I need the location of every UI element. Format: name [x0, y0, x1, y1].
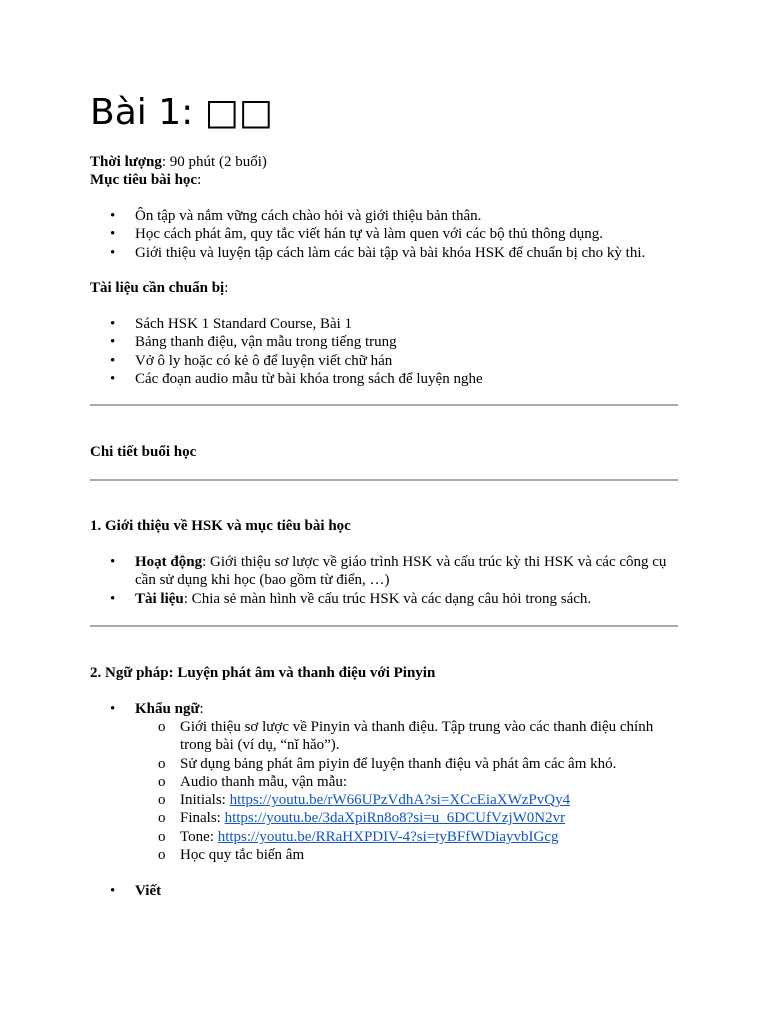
list-item-activity	[90, 553, 678, 590]
materials-list	[90, 315, 678, 388]
materials-colon: :	[224, 280, 229, 296]
finals-link[interactable]: https://youtu.be/3daXpiRn8o8?si=u_6DCUfVzjW0N2vr	[224, 810, 566, 827]
divider	[90, 404, 678, 406]
sublist-item: o Sử dụng bảng phát âm piyin để luyện thanh điệu và phát âm các âm khó.	[90, 755, 678, 773]
duration-line	[90, 153, 267, 171]
resource-label: Tài liệu	[135, 590, 184, 607]
list-item-writing	[90, 882, 678, 900]
tone-label: Tone:	[180, 828, 218, 845]
list-item: • Vở ô ly hoặc có kẻ ô để luyện viết chữ hán	[90, 352, 678, 370]
materials-line	[90, 279, 228, 297]
finals-label: Finals:	[180, 810, 225, 827]
duration-label: Thời lượng	[90, 154, 162, 170]
list-item: • Các đoạn audio mẫu từ bài khóa trong sách để luyện nghe	[90, 370, 678, 388]
divider	[90, 479, 678, 481]
initials-link[interactable]: https://youtu.be/rW66UPzVdhA?si=XCcEiaXWzPvQy4	[229, 792, 571, 809]
speaking-label: Khẩu ngữ	[135, 701, 200, 717]
sublist-item-tone	[90, 828, 678, 846]
writing-label: Viết	[135, 883, 162, 899]
session-heading-text: Chi tiết buổi học	[90, 444, 197, 460]
section2-heading	[90, 664, 435, 682]
goal-colon: :	[197, 172, 202, 188]
sublist-item: o Audio thanh mẫu, vận mẫu:	[90, 773, 678, 791]
sublist-item: o Học quy tắc biến âm	[90, 846, 678, 864]
section1-list	[90, 553, 678, 608]
section1-heading	[90, 517, 351, 535]
goal-label: Mục tiêu bài học	[90, 172, 198, 188]
page-title: Bài 1: □□	[90, 92, 273, 133]
list-item: • Sách HSK 1 Standard Course, Bài 1	[90, 315, 678, 333]
speaking-sublist	[90, 718, 678, 864]
list-item: • Học cách phát âm, quy tắc viết hán tự và làm quen với các bộ thủ thông dụng.	[90, 225, 678, 243]
goal-line	[90, 171, 201, 189]
writing-list	[90, 882, 678, 900]
goals-list	[90, 207, 678, 262]
list-item: • Bảng thanh điệu, vận mẫu trong tiếng trung	[90, 333, 678, 351]
tone-link[interactable]: https://youtu.be/RRaHXPDIV-4?si=tyBFfWDiayvbIGcg	[217, 828, 559, 845]
speaking-colon: :	[199, 701, 204, 717]
divider	[90, 625, 678, 627]
session-heading	[90, 443, 196, 461]
duration-value: : 90 phút (2 buổi)	[161, 154, 267, 170]
activity-label: Hoạt động	[135, 554, 203, 570]
list-item-resource	[90, 590, 678, 608]
activity-text: : Giới thiệu sơ lược về giáo trình HSK và cấu trúc kỳ thi HSK và các công cụ cần sử dụng khi học (bao gồm từ điển, …)	[135, 554, 667, 589]
sublist-item-finals	[90, 809, 678, 827]
resource-text: : Chia sẻ màn hình về cấu trúc HSK và các dạng câu hỏi trong sách.	[183, 590, 592, 607]
list-item-speaking	[90, 700, 678, 718]
section2-list	[90, 700, 678, 718]
section1-heading-text: 1. Giới thiệu về HSK và mục tiêu bài học	[90, 518, 351, 534]
sublist-item-initials	[90, 791, 678, 809]
initials-label: Initials:	[180, 792, 230, 809]
section2-heading-text: 2. Ngữ pháp: Luyện phát âm và thanh điệu với Pinyin	[90, 665, 436, 681]
sublist-item: o Giới thiệu sơ lược về Pinyin và thanh điệu. Tập trung vào các thanh điệu chính trong bài (ví dụ, “nǐ hǎo”).	[90, 718, 678, 755]
materials-label: Tài liệu cần chuẩn bị	[90, 280, 225, 296]
list-item: • Ôn tập và nắm vững cách chào hỏi và giới thiệu bản thân.	[90, 207, 678, 225]
list-item: • Giới thiệu và luyện tập cách làm các bài tập và bài khóa HSK để chuẩn bị cho kỳ thi.	[90, 244, 678, 262]
